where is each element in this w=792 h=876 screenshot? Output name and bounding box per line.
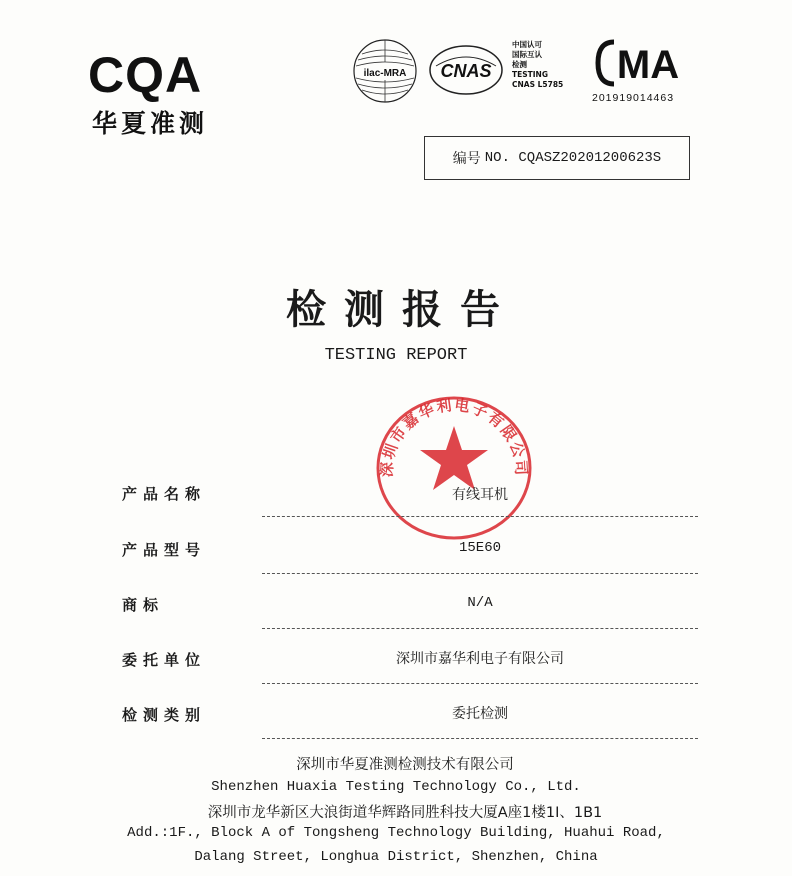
- field-label-test-type: 检测类别: [122, 706, 207, 724]
- footer-company-en: Shenzhen Huaxia Testing Technology Co., Ltd.: [211, 779, 581, 795]
- cma-text: MA: [616, 43, 680, 87]
- report-number-box: [424, 136, 690, 180]
- company-seal: [372, 392, 536, 542]
- report-number-label: 编号: [452, 151, 481, 167]
- field-value-client: 深圳市嘉华利电子有限公司: [396, 651, 564, 667]
- cnas-logo: [428, 44, 504, 96]
- field-value-trademark: N/A: [467, 595, 493, 611]
- cnas-side-line: 检测: [512, 60, 527, 69]
- report-number-value: NO. CQASZ20201200623S: [484, 150, 662, 166]
- footer-address-en-1: Add.:1F., Block A of Tongsheng Technology Building, Huahui Road,: [127, 825, 665, 841]
- cqa-logo: [88, 46, 228, 136]
- ilac-mra-logo: [352, 38, 418, 104]
- page-title-en: TESTING REPORT: [324, 346, 468, 365]
- page-title-cn: 检测报告: [286, 287, 518, 333]
- cnas-side-line: TESTING: [512, 70, 548, 79]
- field-underline: [262, 573, 698, 574]
- ilac-text: ilac-MRA: [363, 68, 407, 79]
- cma-logo: [594, 38, 694, 88]
- footer-address-en-2: Dalang Street, Longhua District, Shenzhen, China: [194, 849, 598, 865]
- seal-text: 深圳市嘉华利电子有限公司: [377, 395, 531, 478]
- field-underline: [262, 683, 698, 684]
- field-value-test-type: 委托检测: [452, 706, 508, 722]
- field-label-product-name: 产品名称: [122, 485, 207, 503]
- field-underline: [262, 738, 698, 739]
- cqa-logo-text: CQA: [88, 47, 203, 103]
- field-value-product-name: 有线耳机: [452, 487, 508, 503]
- cnas-text: CNAS: [440, 61, 492, 81]
- field-value-product-model: 15E60: [458, 540, 501, 556]
- cnas-accreditation-text: [512, 40, 582, 98]
- footer-company-cn: 深圳市华夏准测检测技术有限公司: [296, 757, 514, 773]
- field-label-client: 委托单位: [122, 651, 207, 669]
- field-label-product-model: 产品型号: [122, 541, 207, 559]
- cnas-side-line: 国际互认: [512, 50, 542, 59]
- footer-address-cn: 深圳市龙华新区大浪街道华辉路同胜科技大厦A座1楼1I、1B1: [207, 805, 603, 821]
- cnas-side-line: 中国认可: [512, 40, 542, 49]
- cma-number: 201919014463: [592, 92, 675, 104]
- field-underline: [262, 628, 698, 629]
- cnas-side-line: CNAS L5785: [512, 80, 564, 89]
- cqa-logo-cn: 华夏准测: [92, 109, 209, 138]
- field-label-trademark: 商标: [122, 596, 165, 614]
- field-underline: [262, 516, 698, 517]
